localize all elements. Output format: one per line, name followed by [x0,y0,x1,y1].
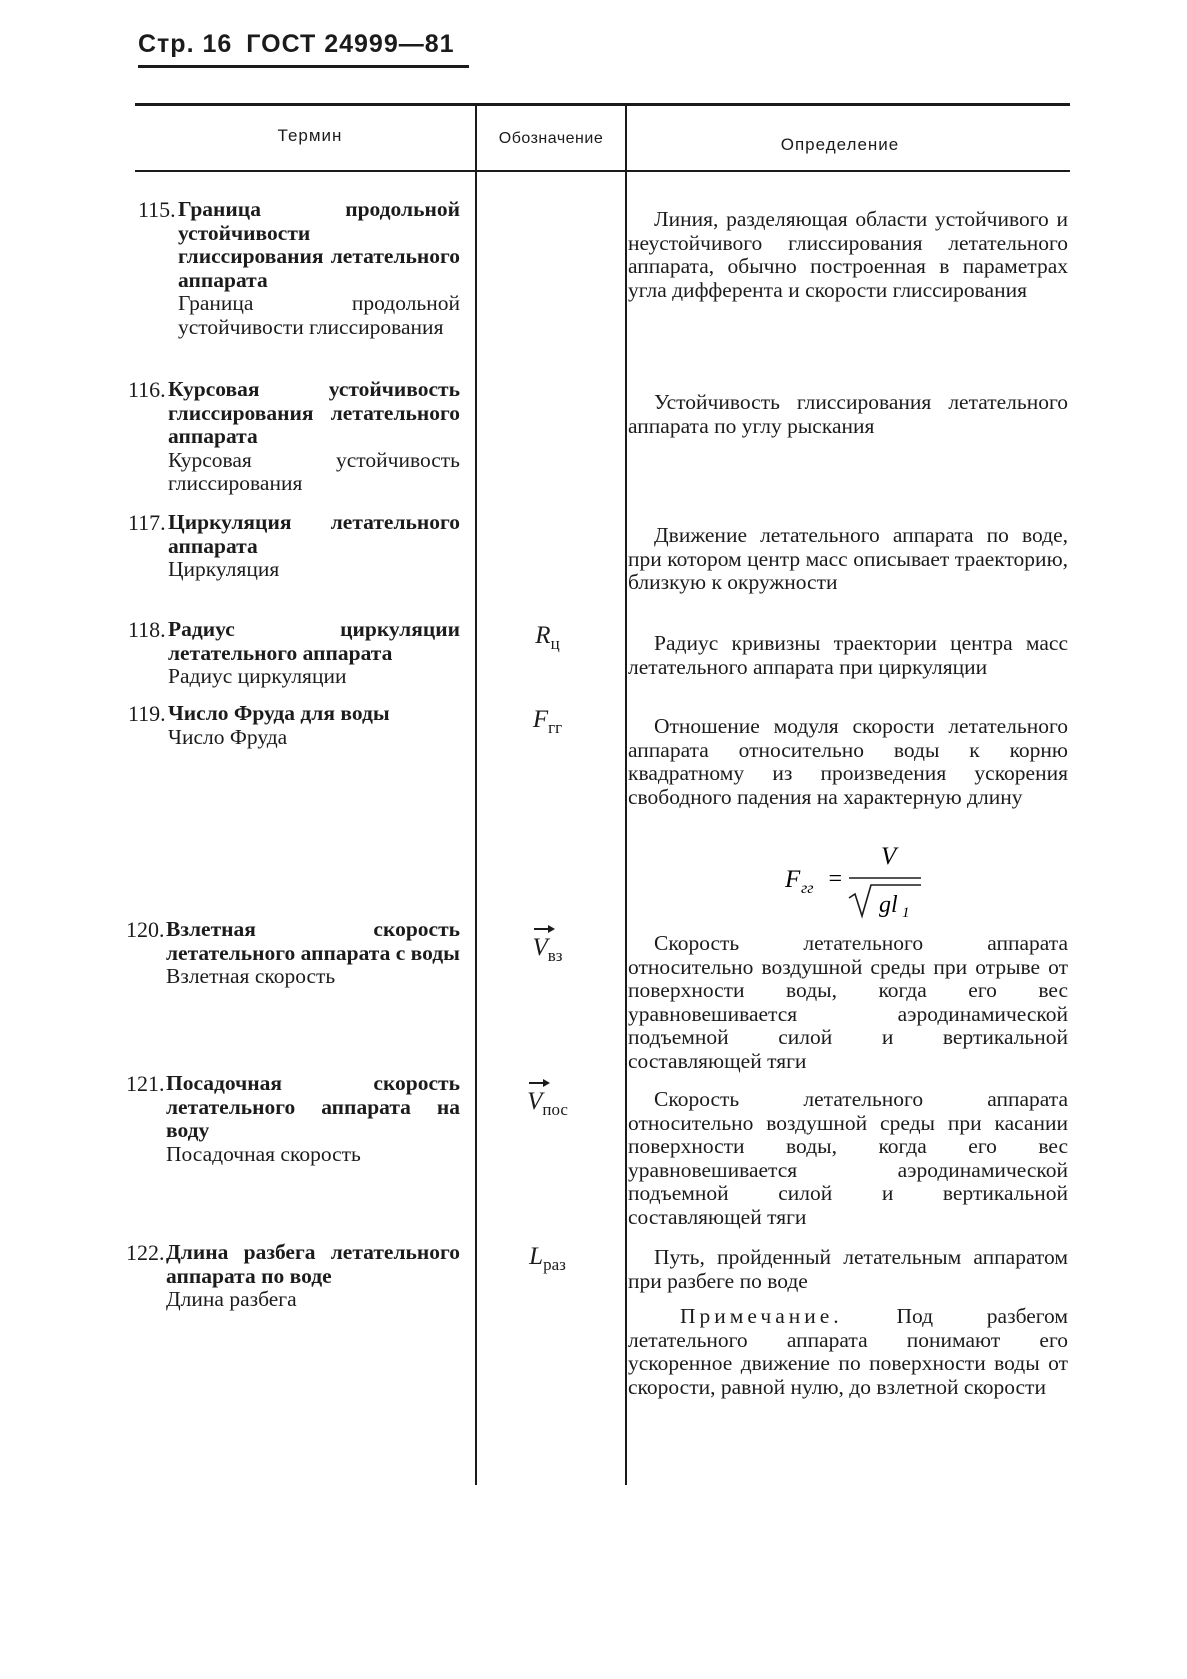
formula-den-sub: 1 [902,905,910,920]
term-entry-122 [126,1240,460,1312]
term-full: Число Фруда для воды [168,701,390,725]
table-header-rule [135,170,1070,172]
entry-number: 116. [128,377,166,402]
term-short: Посадочная скорость [166,1141,361,1166]
term-full: Радиус циркуляции летательного аппарата [168,617,460,665]
term-entry-115 [138,197,460,339]
table-top-rule [135,103,1070,106]
term-entry-121 [126,1071,460,1166]
page-number: Стр. 16 [138,30,233,58]
definition-120: Скорость летательного аппарата относительно воздушной среды при отрыве от поверхности воды, когда его вес уравновешивается аэродинамической подъемной силой и вертикальной составляющей тяги [628,931,1068,1073]
term-short: Число Фруда [168,724,288,749]
formula-equals: = [827,866,844,892]
formula-svg [785,840,935,920]
definition-116: Устойчивость глиссирования летательного аппарата по углу рыскания [628,390,1068,438]
symbol-122: $L_{раз}$ [529,1243,566,1274]
term-full: Посадочная скорость летательного аппарата на воду [166,1071,460,1142]
term-entry-118 [128,617,460,689]
term-short: Граница продольной устойчивости глиссирования [178,291,460,339]
column-header-term: Термин [277,126,343,145]
standard-number: ГОСТ 24999—81 [246,30,455,58]
term-full: Курсовая устойчивость глиссирования летательного аппарата [168,377,460,448]
froude-formula [785,840,935,920]
formula-numerator: V [881,843,897,870]
entry-number: 120. [126,917,165,942]
column-divider-1 [475,103,477,1485]
note-text: Под разбегом летательного аппарата понимают его ускоренное движение по поверхности воды от скорости, равной нулю, до взлетной скорости [628,1304,1068,1399]
entry-number: 119. [128,701,166,726]
term-entry-119 [128,701,460,749]
entry-number: 122. [126,1240,165,1265]
column-divider-2 [625,103,627,1485]
symbol-120: $V_{вз}$ [532,934,563,965]
definition-119: Отношение модуля скорости летательного аппарата относительно воды к корню квадратному из произведения ускорения свободного падения на характерную длину [628,714,1068,809]
definition-115: Линия, разделяющая области устойчивого и неустойчивого глиссирования летательного аппарата, обычно построенная в параметрах угла дифферента и скорости глиссирования [628,207,1068,302]
symbol-118: $R_ц$ [535,622,560,653]
term-short: Радиус циркуляции [168,664,347,688]
column-header-definition: Определение [780,135,900,154]
symbol-119: $F_{гг}$ [532,706,563,737]
formula-lhs: F [785,866,801,893]
term-entry-117 [128,510,460,582]
term-full: Циркуляция летательного аппарата [168,510,460,558]
note-122 [628,1305,1068,1399]
term-short: Взлетная скорость [166,964,336,988]
definition-117: Движение летательного аппарата по воде, при котором центр масс описывает траекторию, близкую к окружности [628,523,1068,594]
definition-121: Скорость летательного аппарата относительно воздушной среды при касании поверхности воды, когда его вес уравновешивается аэродинамической подъемной силой и вертикальной составляющей тяги [628,1087,1068,1229]
term-full: Граница продольной устойчивости глиссирования летательного аппарата [178,197,460,292]
term-full: Взлетная скорость летательного аппарата с воды [166,917,460,965]
entry-number: 118. [128,617,166,642]
entry-number: 117. [128,510,166,535]
term-entry-120 [126,917,460,989]
column-header-symbol: Обозначение [498,130,604,147]
term-full: Длина разбега летательного аппарата по воде [166,1240,460,1288]
definition-122: Путь, пройденный летательным аппаратом при разбеге по воде [628,1245,1068,1293]
note-label: Примечание. [680,1304,843,1328]
definition-118: Радиус кривизны траектории центра масс летательного аппарата при циркуляции [628,631,1068,679]
entry-number: 115. [138,197,176,222]
formula-lhs-sub: гг [801,880,814,897]
term-short: Курсовая устойчивость глиссирования [168,447,460,495]
term-entry-116 [128,377,460,496]
term-short: Циркуляция [168,557,280,581]
term-short: Длина разбега [166,1287,297,1311]
symbol-121: $V_{пос}$ [527,1088,568,1119]
formula-denominator: gl [879,892,898,918]
page-header [138,30,469,68]
entry-number: 121. [126,1071,165,1096]
